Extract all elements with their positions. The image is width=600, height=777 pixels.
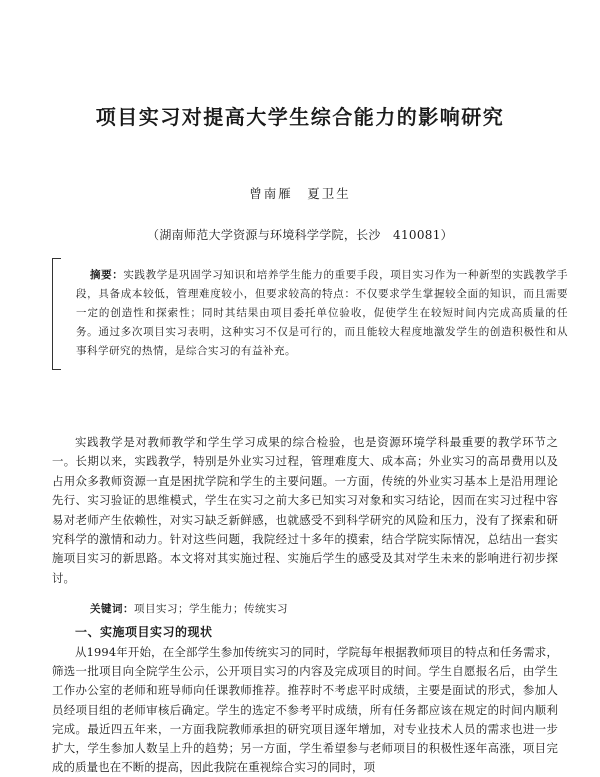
section-paragraph: 从1994年开始，在全部学生参加传统实习的同时，学院每年根据教师项目的特点和任务需求，筛选一批项目向全院学生公示，公开项目实习的内容及完成项目的时间。学生自愿报名后，由学生工作办公室的老师和班导师向任课教师推荐。推荐时不考虑平时成绩，主要是面试的形式，参加人员经项目组的老师审核后确定。学生的选定不参考平时成绩，所有任务都应该在规定的时间内顺利完成。最近四五年来，一方面我院教师承担的研究项目逐年增加，对专业技术人员的需求也进一步扩大，学生参加人数呈上升的趋势；另一方面，学生希望参与老师项目的积极性逐年高涨，项目完成的质量也在不断的提高，因此我院在重视综合实习的同时，项 bbox=[52, 645, 558, 775]
keywords-label: 关键词： bbox=[90, 603, 134, 615]
author-names: 曾南雁 夏卫生 bbox=[249, 186, 351, 201]
keywords-text: 项目实习；学生能力；传统实习 bbox=[134, 603, 288, 615]
section-heading: 一、实施项目实习的现状 bbox=[75, 625, 213, 639]
abstract-label: 摘要： bbox=[90, 269, 124, 281]
keywords-line bbox=[90, 601, 288, 616]
intro-paragraph: 实践教学是对教师教学和学生学习成果的综合检验，也是资源环境学科最重要的教学环节之一。长期以来，实践教学，特别是外业实习过程，管理难度大、成本高；外业实习的高昂费用以及占用众多教师资源一直是困扰学院和学生的主要问题。一方面，传统的外业实习基本上是沿用理论先行、实习验证的思维模式，学生在实习之前大多已知实习对象和实习结论，因而在实习过程中容易对老师产生依赖性，对实习缺乏新鲜感，也就感受不到科学研究的风险和压力，没有了探索和研究科学的激情和动力。针对这些问题，我院经过十多年的摸索，结合学院实际情况，总结出一套实施项目实习的新思路。本文将对其实施过程、实施后学生的感受及其对学生未来的影响进行初步探讨。 bbox=[52, 435, 558, 585]
abstract-bracket bbox=[52, 258, 61, 370]
abstract-body: 实践教学是巩固学习知识和培养学生能力的重要手段，项目实习作为一种新型的实践教学手段，具备成本较低，管理难度较小，但要求较高的特点：不仅要求学生掌握较全面的知识，而且需要一定的创造性和探索性；同时其结果由项目委托单位验收，促使学生在较短时间内完成高质量的任务。通过多次项目实习表明，这种实习不仅是可行的，而且能较大程度地激发学生的创造积极性和从事科学研究的热情，是综合实习的有益补充。 bbox=[76, 269, 569, 357]
paper-title: 项目实习对提高大学生综合能力的影响研究 bbox=[95, 105, 505, 129]
author-affiliation: （湖南师范大学资源与环境科学学院，长沙 410081） bbox=[147, 228, 453, 242]
abstract-text bbox=[76, 266, 568, 361]
